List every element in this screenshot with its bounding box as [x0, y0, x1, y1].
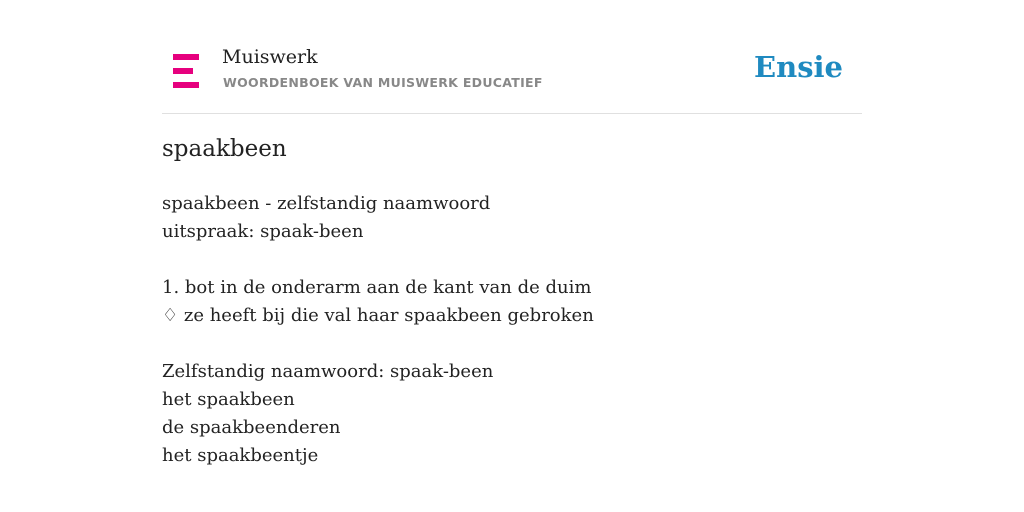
- entry-line: de spaakbeenderen: [162, 417, 341, 438]
- entry-line: [162, 246, 862, 274]
- entry-line: Zelfstandig naamwoord: spaak-been: [162, 361, 494, 382]
- entry-line: het spaakbeentje: [162, 445, 319, 466]
- entry-line: spaakbeen - zelfstandig naamwoord: [162, 193, 491, 214]
- entry-line: ♢ ze heeft bij die val haar spaakbeen gebroken: [162, 305, 594, 326]
- brand-name: Muiswerk: [222, 46, 318, 68]
- muiswerk-logo-icon[interactable]: [173, 54, 199, 88]
- site-header: [162, 0, 862, 114]
- brand-subtitle: WOORDENBOEK VAN MUISWERK EDUCATIEF: [223, 75, 543, 90]
- entry-line: [162, 330, 862, 358]
- entry-content: [162, 190, 862, 470]
- entry-line: uitspraak: spaak-been: [162, 221, 364, 242]
- entry-line: 1. bot in de onderarm aan de kant van de duim: [162, 277, 592, 298]
- ensie-logo[interactable]: Ensie: [754, 50, 843, 84]
- entry-line: het spaakbeen: [162, 389, 295, 410]
- entry-title: spaakbeen: [162, 136, 287, 162]
